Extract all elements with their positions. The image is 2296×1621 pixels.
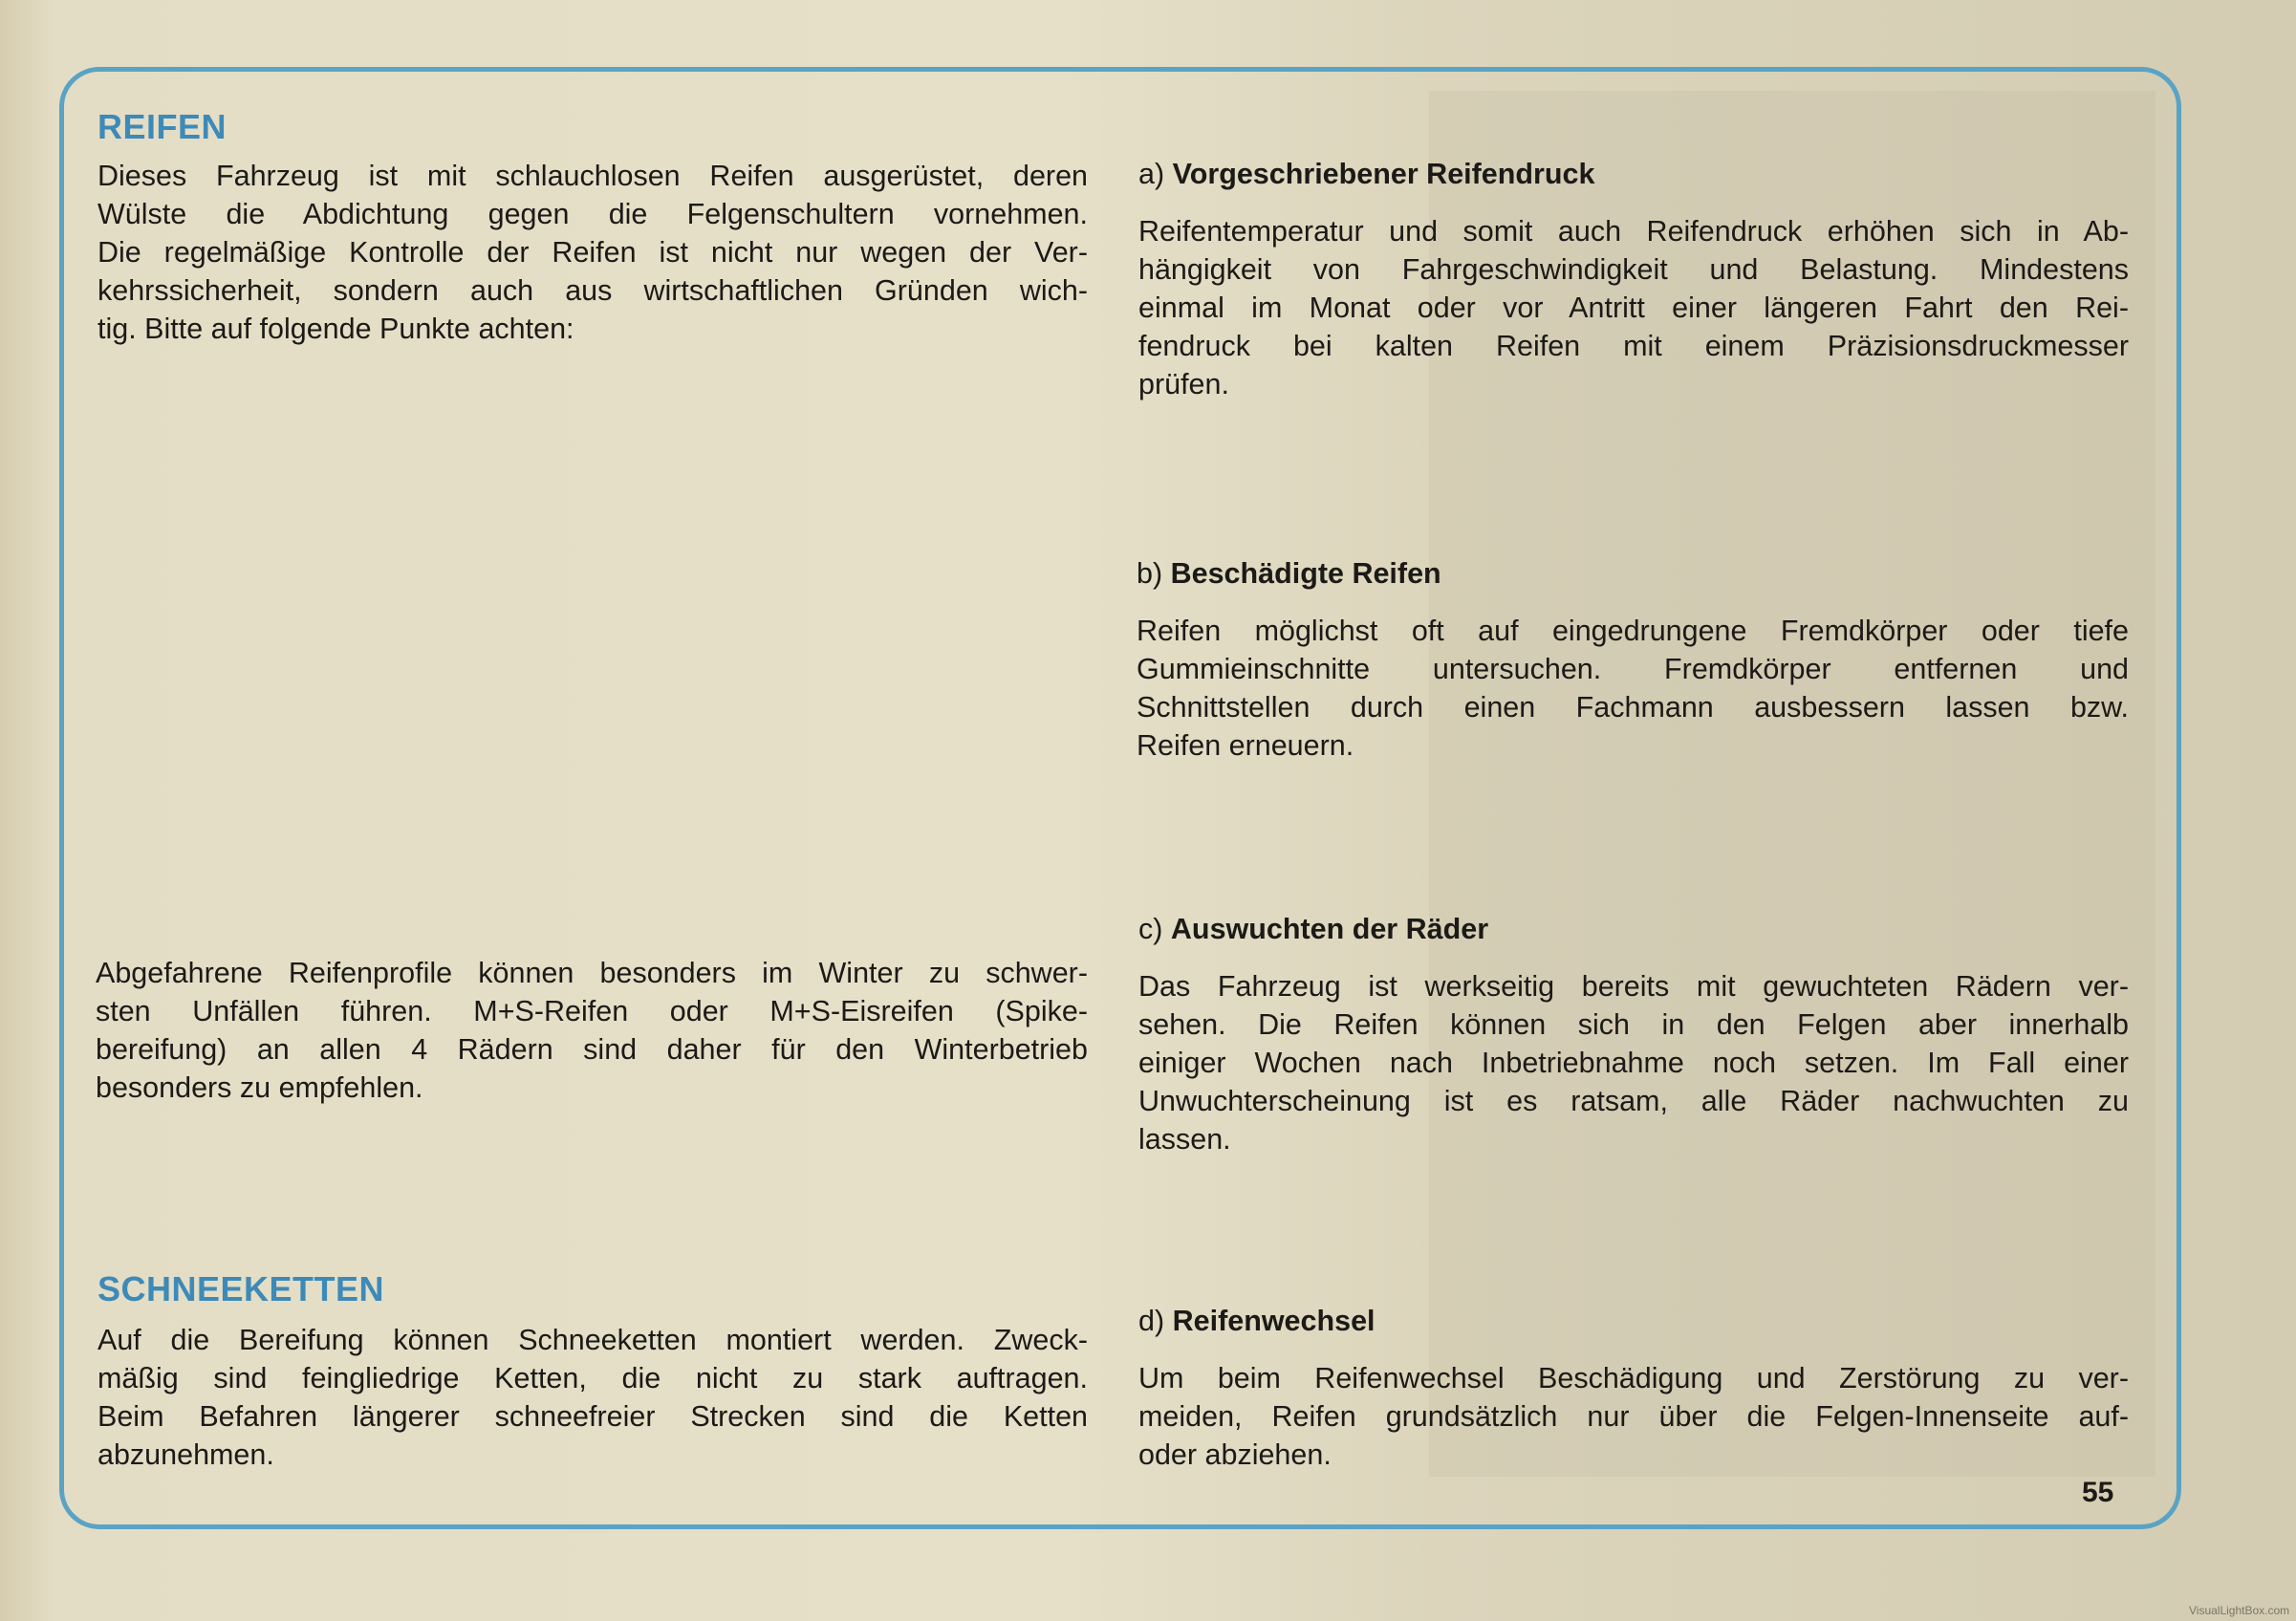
paragraph-winter [96, 954, 1088, 1107]
text-line: bereifung) an allen 4 Rädern sind daher für den Winterbetrieb [96, 1033, 1088, 1066]
subheading-title: Vorgeschriebener Reifendruck [1172, 158, 1595, 190]
page-number: 55 [2082, 1477, 2114, 1508]
text-line: Unwuchterscheinung ist es ratsam, alle Räder nachwuchten zu [1138, 1085, 2129, 1117]
text-line: abzunehmen. [97, 1438, 274, 1471]
paragraph-schneeketten [97, 1321, 1088, 1474]
text-line: prüfen. [1138, 368, 1229, 400]
text-line: meiden, Reifen grundsätzlich nur über die Felgen-Innenseite auf- [1138, 1400, 2129, 1433]
text-line: Auf die Bereifung können Schneeketten montiert werden. Zweck- [97, 1324, 1088, 1356]
text-line: sehen. Die Reifen können sich in den Felgen aber innerhalb [1138, 1008, 2129, 1041]
text-line: Beim Befahren längerer schneefreier Strecken sind die Ketten [97, 1400, 1088, 1433]
text-line: Reifentemperatur und somit auch Reifendruck erhöhen sich in Ab- [1138, 215, 2129, 248]
subheading-b [1137, 554, 1441, 593]
watermark-credit: VisualLightBox.com [2189, 1604, 2290, 1617]
subheading-title: Reifenwechsel [1172, 1305, 1375, 1337]
text-line: einiger Wochen nach Inbetriebnahme noch setzen. Im Fall einer [1138, 1047, 2129, 1079]
text-line: Dieses Fahrzeug ist mit schlauchlosen Reifen ausgerüstet, deren [97, 160, 1088, 192]
text-line: Gummieinschnitte untersuchen. Fremdkörper entfernen und [1137, 653, 2129, 685]
subheading-d [1138, 1302, 1375, 1340]
text-line: besonders zu empfehlen. [96, 1071, 423, 1104]
text-line: Wülste die Abdichtung gegen die Felgenschultern vornehmen. [97, 198, 1088, 230]
subheading-title: Beschädigte Reifen [1170, 557, 1441, 590]
subheading-letter: b) [1137, 557, 1163, 590]
subheading-title: Auswuchten der Räder [1170, 913, 1489, 945]
text-line: hängigkeit von Fahrgeschwindigkeit und Belastung. Mindestens [1138, 253, 2129, 286]
text-line: Die regelmäßige Kontrolle der Reifen ist nicht nur wegen der Ver- [97, 236, 1088, 269]
subheading-a [1138, 155, 1594, 193]
text-line: Reifen erneuern. [1137, 729, 1354, 762]
paragraph-c [1138, 967, 2129, 1158]
text-line: Abgefahrene Reifenprofile können besonders im Winter zu schwer- [96, 957, 1088, 989]
subheading-letter: c) [1138, 913, 1163, 945]
text-line: einmal im Monat oder vor Antritt einer längeren Fahrt den Rei- [1138, 292, 2129, 324]
heading-reifen: REIFEN [97, 107, 227, 146]
text-line: oder abziehen. [1138, 1438, 1332, 1471]
text-line: mäßig sind feingliedrige Ketten, die nicht zu stark auftragen. [97, 1362, 1088, 1394]
text-line: kehrssicherheit, sondern auch aus wirtschaftlichen Gründen wich- [97, 274, 1088, 307]
text-line: Reifen möglichst oft auf eingedrungene Fremdkörper oder tiefe [1137, 615, 2129, 647]
text-line: sten Unfällen führen. M+S-Reifen oder M+S-Eisreifen (Spike- [96, 995, 1088, 1027]
paragraph-reifen [97, 157, 1088, 348]
text-line: Das Fahrzeug ist werkseitig bereits mit gewuchteten Rädern ver- [1138, 970, 2129, 1003]
paragraph-b [1137, 612, 2129, 765]
text-line: Um beim Reifenwechsel Beschädigung und Zerstörung zu ver- [1138, 1362, 2129, 1394]
text-line: lassen. [1138, 1123, 1231, 1156]
heading-schneeketten: SCHNEEKETTEN [97, 1269, 385, 1308]
paragraph-d [1138, 1359, 2129, 1474]
text-line: fendruck bei kalten Reifen mit einem Präzisionsdruckmesser [1138, 330, 2129, 362]
subheading-letter: a) [1138, 158, 1165, 190]
subheading-c [1138, 910, 1488, 948]
paragraph-a [1138, 212, 2129, 403]
text-line: tig. Bitte auf folgende Punkte achten: [97, 313, 574, 345]
subheading-letter: d) [1138, 1305, 1165, 1337]
text-line: Schnittstellen durch einen Fachmann ausbessern lassen bzw. [1137, 691, 2129, 724]
